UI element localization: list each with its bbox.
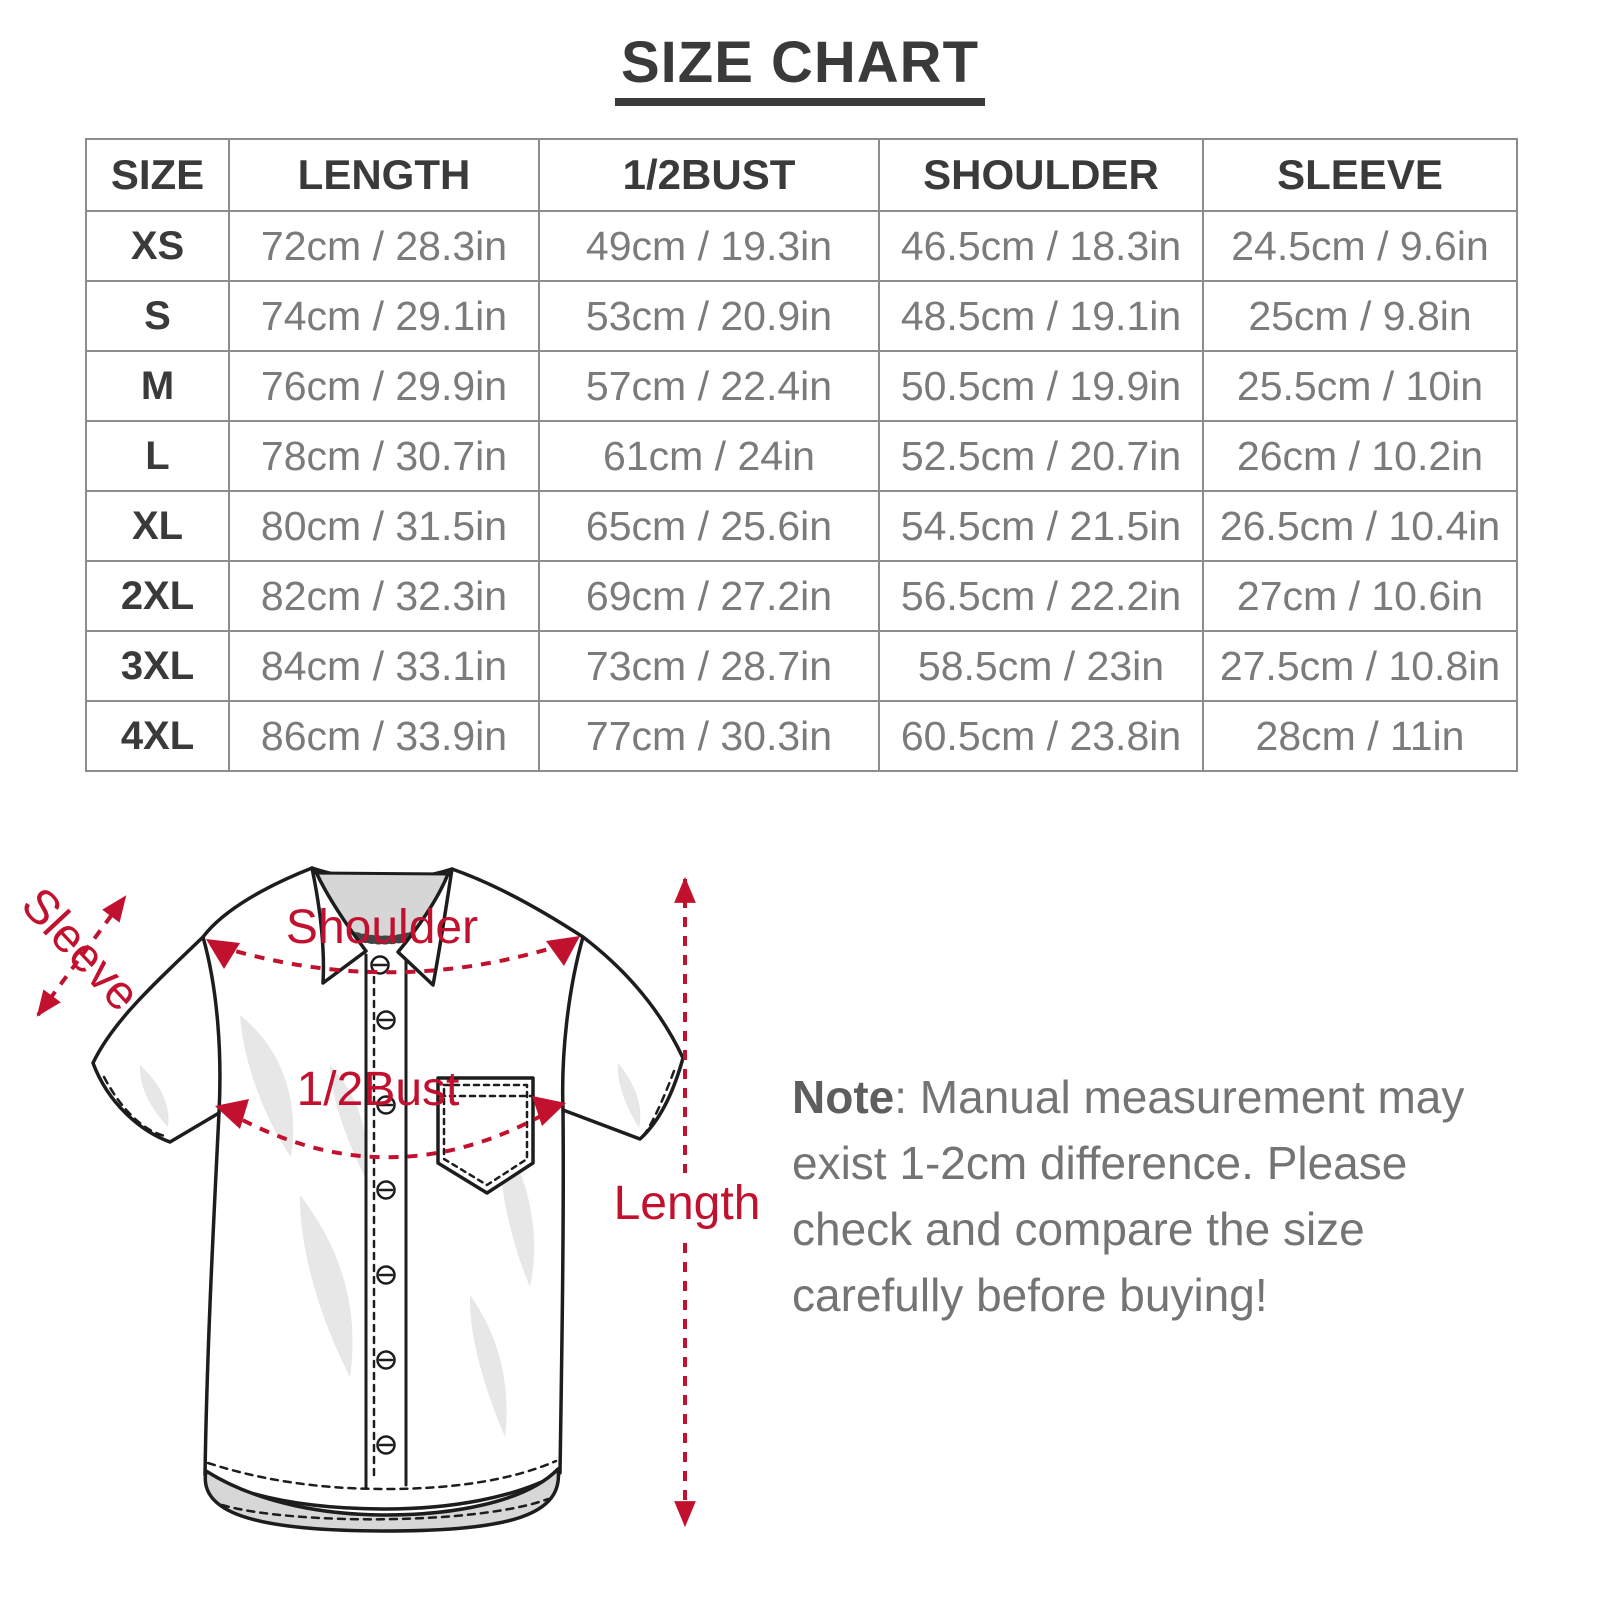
measurement-cell: 76cm / 29.9in (229, 351, 539, 421)
size-cell: 4XL (86, 701, 229, 771)
shirt-measurement-diagram (0, 815, 770, 1605)
table-header-row (86, 139, 1517, 211)
measurement-cell: 26.5cm / 10.4in (1203, 491, 1517, 561)
measurement-cell: 84cm / 33.1in (229, 631, 539, 701)
measurement-cell: 27cm / 10.6in (1203, 561, 1517, 631)
measurement-cell: 25.5cm / 10in (1203, 351, 1517, 421)
measurement-cell: 80cm / 31.5in (229, 491, 539, 561)
page-title: SIZE CHART (615, 34, 985, 106)
size-cell: S (86, 281, 229, 351)
measurement-cell: 78cm / 30.7in (229, 421, 539, 491)
table-row (86, 351, 1517, 421)
measurement-cell: 25cm / 9.8in (1203, 281, 1517, 351)
measurement-cell: 28cm / 11in (1203, 701, 1517, 771)
measurement-cell: 50.5cm / 19.9in (879, 351, 1203, 421)
measurement-cell: 49cm / 19.3in (539, 211, 879, 281)
measurement-cell: 27.5cm / 10.8in (1203, 631, 1517, 701)
measurement-cell: 24.5cm / 9.6in (1203, 211, 1517, 281)
table-row (86, 561, 1517, 631)
measurement-cell: 56.5cm / 22.2in (879, 561, 1203, 631)
bust-label: 1/2Bust (296, 1063, 460, 1116)
table-row (86, 491, 1517, 561)
column-header-length: LENGTH (229, 139, 539, 211)
measurement-cell: 69cm / 27.2in (539, 561, 879, 631)
measurement-cell: 65cm / 25.6in (539, 491, 879, 561)
measurement-cell: 57cm / 22.4in (539, 351, 879, 421)
measurement-cell: 72cm / 28.3in (229, 211, 539, 281)
shoulder-label: Shoulder (285, 901, 479, 954)
table-row (86, 281, 1517, 351)
measurement-cell: 73cm / 28.7in (539, 631, 879, 701)
note-line: check and compare the size (792, 1203, 1365, 1255)
measurement-cell: 58.5cm / 23in (879, 631, 1203, 701)
size-cell: 2XL (86, 561, 229, 631)
table-row (86, 631, 1517, 701)
note-text (792, 1064, 1482, 1328)
measurement-cell: 86cm / 33.9in (229, 701, 539, 771)
size-cell: 3XL (86, 631, 229, 701)
measurement-cell: 53cm / 20.9in (539, 281, 879, 351)
table-row (86, 211, 1517, 281)
column-header-size: SIZE (86, 139, 229, 211)
column-header-shoulder: SHOULDER (879, 139, 1203, 211)
shirt-illustration (93, 868, 683, 1531)
note-line: exist 1-2cm difference. Please (792, 1137, 1408, 1189)
note-line: Note: Manual measurement may (792, 1071, 1465, 1123)
measurement-cell: 77cm / 30.3in (539, 701, 879, 771)
size-cell: L (86, 421, 229, 491)
measurement-cell: 74cm / 29.1in (229, 281, 539, 351)
size-cell: M (86, 351, 229, 421)
table-row (86, 701, 1517, 771)
table-row (86, 421, 1517, 491)
measurement-cell: 82cm / 32.3in (229, 561, 539, 631)
column-header-bust: 1/2BUST (539, 139, 879, 211)
note-prefix: Note (792, 1071, 895, 1123)
measurement-cell: 52.5cm / 20.7in (879, 421, 1203, 491)
measurement-cell: 26cm / 10.2in (1203, 421, 1517, 491)
length-label: Length (613, 1177, 761, 1230)
measurement-cell: 60.5cm / 23.8in (879, 701, 1203, 771)
size-cell: XS (86, 211, 229, 281)
measurement-cell: 61cm / 24in (539, 421, 879, 491)
note-line: carefully before buying! (792, 1269, 1268, 1321)
measurement-cell: 54.5cm / 21.5in (879, 491, 1203, 561)
measurement-cell: 48.5cm / 19.1in (879, 281, 1203, 351)
size-cell: XL (86, 491, 229, 561)
measurement-cell: 46.5cm / 18.3in (879, 211, 1203, 281)
sleeve-label: Sleeve (10, 877, 150, 1022)
column-header-sleeve: SLEEVE (1203, 139, 1517, 211)
size-chart-table (85, 138, 1518, 772)
